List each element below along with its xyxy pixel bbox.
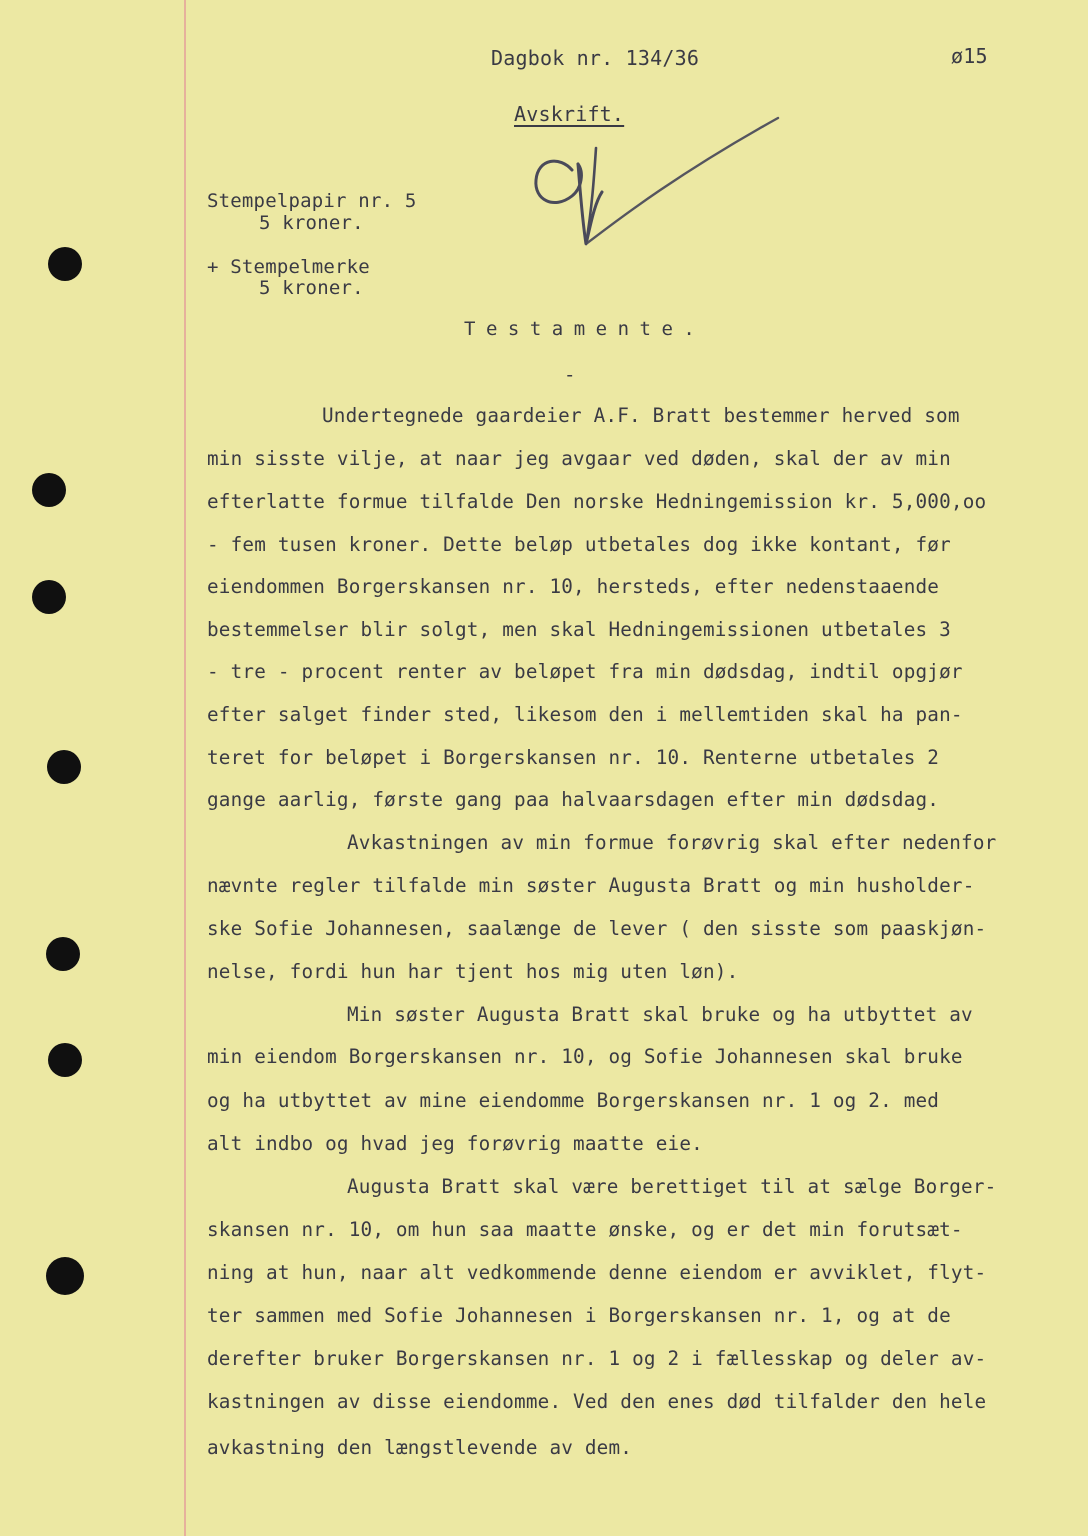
body-line: gange aarlig, første gang paa halvaarsdagen efter min dødsdag. (207, 788, 940, 811)
stamp-mark-line-1: + Stempelmerke (207, 256, 370, 278)
punch-hole (48, 1043, 82, 1077)
body-line: Avkastningen av min formue forøvrig skal efter nedenfor (347, 831, 997, 854)
body-line: efterlatte formue tilfalde Den norske Hedningemission kr. 5,000,oo (207, 490, 987, 513)
title-dash: - (564, 364, 576, 386)
body-line: ning at hun, naar alt vedkommende denne eiendom er avviklet, flyt- (207, 1261, 987, 1284)
stamp-paper-line-1: Stempelpapir nr. 5 (207, 190, 417, 212)
punch-hole (46, 937, 80, 971)
body-line: alt indbo og hvad jeg forøvrig maatte eie. (207, 1132, 703, 1155)
body-line: nævnte regler tilfalde min søster Augusta Bratt og min husholder- (207, 874, 975, 897)
body-line: kastningen av disse eiendomme. Ved den enes død tilfalder den hele (207, 1390, 987, 1413)
punch-hole (32, 473, 66, 507)
body-line: efter salget finder sted, likesom den i mellemtiden skal ha pan- (207, 703, 963, 726)
punch-hole (48, 247, 82, 281)
body-line: ter sammen med Sofie Johannesen i Borgerskansen nr. 1, og at de (207, 1304, 951, 1327)
body-line: ske Sofie Johannesen, saalænge de lever ( den sisste som paaskjøn- (207, 917, 987, 940)
journal-reference: Dagbok nr. 134/36 (491, 46, 700, 70)
body-line: teret for beløpet i Borgerskansen nr. 10. Renterne utbetales 2 (207, 746, 940, 769)
margin-rule (184, 0, 186, 1536)
punch-hole (46, 1257, 84, 1295)
punch-hole (47, 750, 81, 784)
body-line: eiendommen Borgerskansen nr. 10, hersteds, efter nedenstaaende (207, 575, 940, 598)
body-line: bestemmelser blir solgt, men skal Hedningemissionen utbetales 3 (207, 618, 951, 641)
body-line: nelse, fordi hun har tjent hos mig uten løn). (207, 960, 739, 983)
punch-hole (32, 580, 66, 614)
handwritten-initial-mark (520, 108, 790, 258)
body-line: avkastning den længstlevende av dem. (207, 1436, 633, 1459)
body-line: skansen nr. 10, om hun saa maatte ønske, og er det min forutsæt- (207, 1218, 963, 1241)
body-line: min sisste vilje, at naar jeg avgaar ved døden, skal der av min (207, 447, 951, 470)
document-title: Testamente. (464, 318, 706, 340)
body-line: - fem tusen kroner. Dette beløp utbetales dog ikke kontant, før (207, 533, 951, 556)
body-line: Undertegnede gaardeier A.F. Bratt bestemmer herved som (322, 404, 960, 427)
body-line: Augusta Bratt skal være berettiget til at sælge Borger- (347, 1175, 997, 1198)
stamp-mark-line-2: 5 kroner. (259, 277, 364, 299)
stamp-paper-line-2: 5 kroner. (259, 212, 364, 234)
body-line: min eiendom Borgerskansen nr. 10, og Sofie Johannesen skal bruke (207, 1045, 963, 1068)
body-line: Min søster Augusta Bratt skal bruke og ha utbyttet av (347, 1003, 973, 1026)
body-line: - tre - procent renter av beløpet fra min dødsdag, indtil opgjør (207, 660, 963, 683)
copy-label: Avskrift. (514, 102, 625, 126)
body-line: og ha utbyttet av mine eiendomme Borgerskansen nr. 1 og 2. med (207, 1089, 940, 1112)
body-line: derefter bruker Borgerskansen nr. 1 og 2 i fællesskap og deler av- (207, 1347, 987, 1370)
folio-number: ø15 (951, 44, 988, 68)
